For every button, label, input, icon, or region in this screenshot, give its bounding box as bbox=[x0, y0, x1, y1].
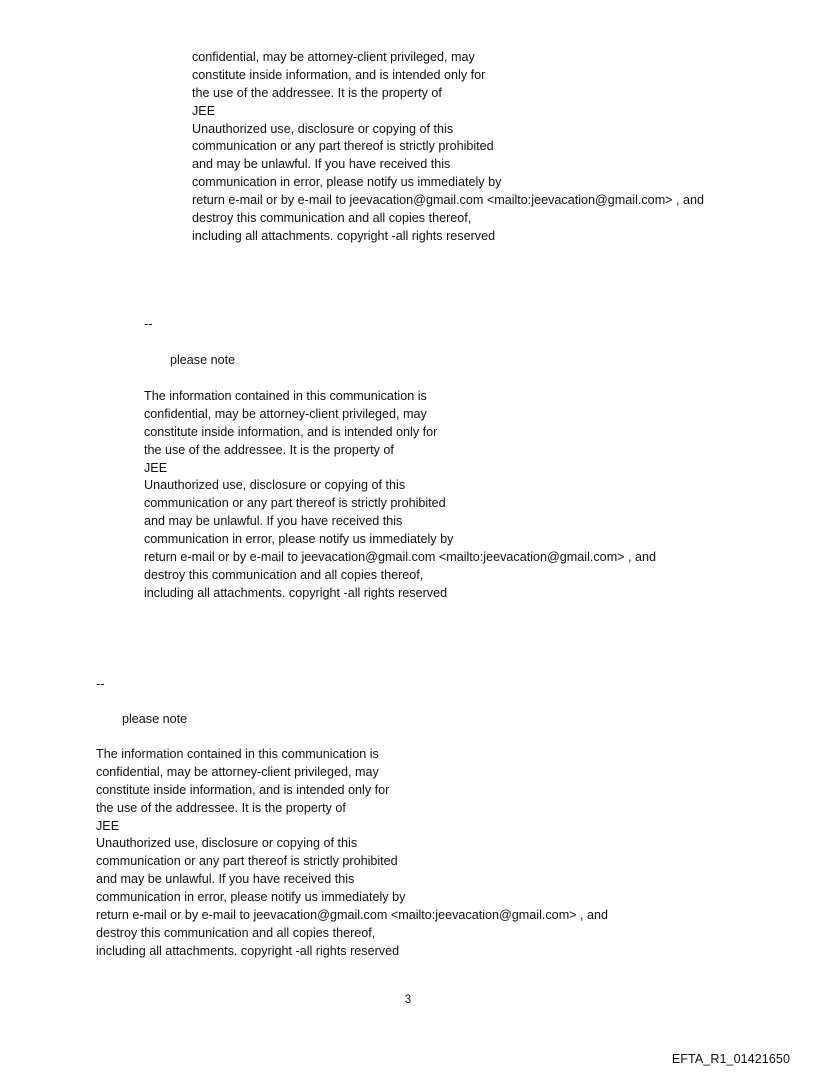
disclaimer-line: The information contained in this communication is bbox=[144, 389, 427, 403]
disclaimer-line: communication in error, please notify us immediately by bbox=[144, 532, 454, 547]
disclaimer-line: return e-mail or by e-mail to jeevacation@gmail.com <mailto:jeevacation@gmail.com> , and bbox=[144, 550, 657, 565]
bates-stamp: EFTA_R1_01421650 bbox=[671, 1052, 790, 1066]
disclaimer-line: JEE bbox=[144, 460, 168, 475]
page-number: 3 bbox=[404, 994, 412, 1006]
quoted-disclaimer-level-2 bbox=[144, 388, 656, 603]
disclaimer-line: confidential, may be attorney-client privileged, may bbox=[192, 50, 475, 64]
disclaimer-line: Unauthorized use, disclosure or copying of this bbox=[144, 478, 406, 493]
disclaimer-line: communication in error, please notify us immediately by bbox=[96, 890, 406, 905]
please-note-heading: please note bbox=[170, 353, 236, 367]
please-note-heading: please note bbox=[122, 712, 188, 726]
disclaimer-line: constitute inside information, and is intended only for bbox=[192, 67, 486, 82]
disclaimer-text bbox=[96, 746, 608, 961]
signature-separator: -- bbox=[96, 677, 105, 691]
disclaimer-line: Unauthorized use, disclosure or copying of this bbox=[96, 836, 358, 851]
disclaimer-line: destroy this communication and all copies thereof, bbox=[96, 925, 376, 940]
disclaimer-line: return e-mail or by e-mail to jeevacation@gmail.com <mailto:jeevacation@gmail.com> , and bbox=[192, 193, 705, 208]
quoted-disclaimer-level-3 bbox=[192, 49, 704, 246]
disclaimer-line: the use of the addressee. It is the property of bbox=[192, 85, 442, 100]
disclaimer-line: communication or any part thereof is strictly prohibited bbox=[144, 496, 446, 511]
disclaimer-line: constitute inside information, and is intended only for bbox=[96, 782, 390, 797]
disclaimer-line: return e-mail or by e-mail to jeevacation@gmail.com <mailto:jeevacation@gmail.com> , and bbox=[96, 908, 609, 923]
disclaimer-line: including all attachments. copyright -all rights reserved bbox=[144, 585, 448, 600]
disclaimer-line: JEE bbox=[96, 818, 120, 833]
disclaimer-line: the use of the addressee. It is the property of bbox=[144, 442, 394, 457]
disclaimer-line: confidential, may be attorney-client privileged, may bbox=[96, 764, 379, 779]
disclaimer-line: the use of the addressee. It is the property of bbox=[96, 800, 346, 815]
disclaimer-line: including all attachments. copyright -all rights reserved bbox=[192, 228, 496, 243]
disclaimer-line: destroy this communication and all copies thereof, bbox=[192, 211, 472, 226]
disclaimer-line: Unauthorized use, disclosure or copying of this bbox=[192, 121, 454, 136]
disclaimer-line: and may be unlawful. If you have received this bbox=[192, 157, 451, 172]
signature-separator: -- bbox=[144, 317, 153, 331]
disclaimer-line: including all attachments. copyright -all rights reserved bbox=[96, 943, 400, 958]
disclaimer-line: communication or any part thereof is strictly prohibited bbox=[192, 139, 494, 154]
disclaimer-line: The information contained in this communication is bbox=[96, 747, 379, 761]
disclaimer-line: destroy this communication and all copies thereof, bbox=[144, 567, 424, 582]
disclaimer-line: communication or any part thereof is strictly prohibited bbox=[96, 854, 398, 869]
disclaimer-line: constitute inside information, and is intended only for bbox=[144, 424, 438, 439]
disclaimer-line: communication in error, please notify us immediately by bbox=[192, 175, 502, 190]
disclaimer-line: and may be unlawful. If you have received this bbox=[144, 514, 403, 529]
disclaimer-line: JEE bbox=[192, 103, 216, 118]
disclaimer-line: and may be unlawful. If you have received this bbox=[96, 872, 355, 887]
disclaimer-line: confidential, may be attorney-client privileged, may bbox=[144, 406, 427, 421]
